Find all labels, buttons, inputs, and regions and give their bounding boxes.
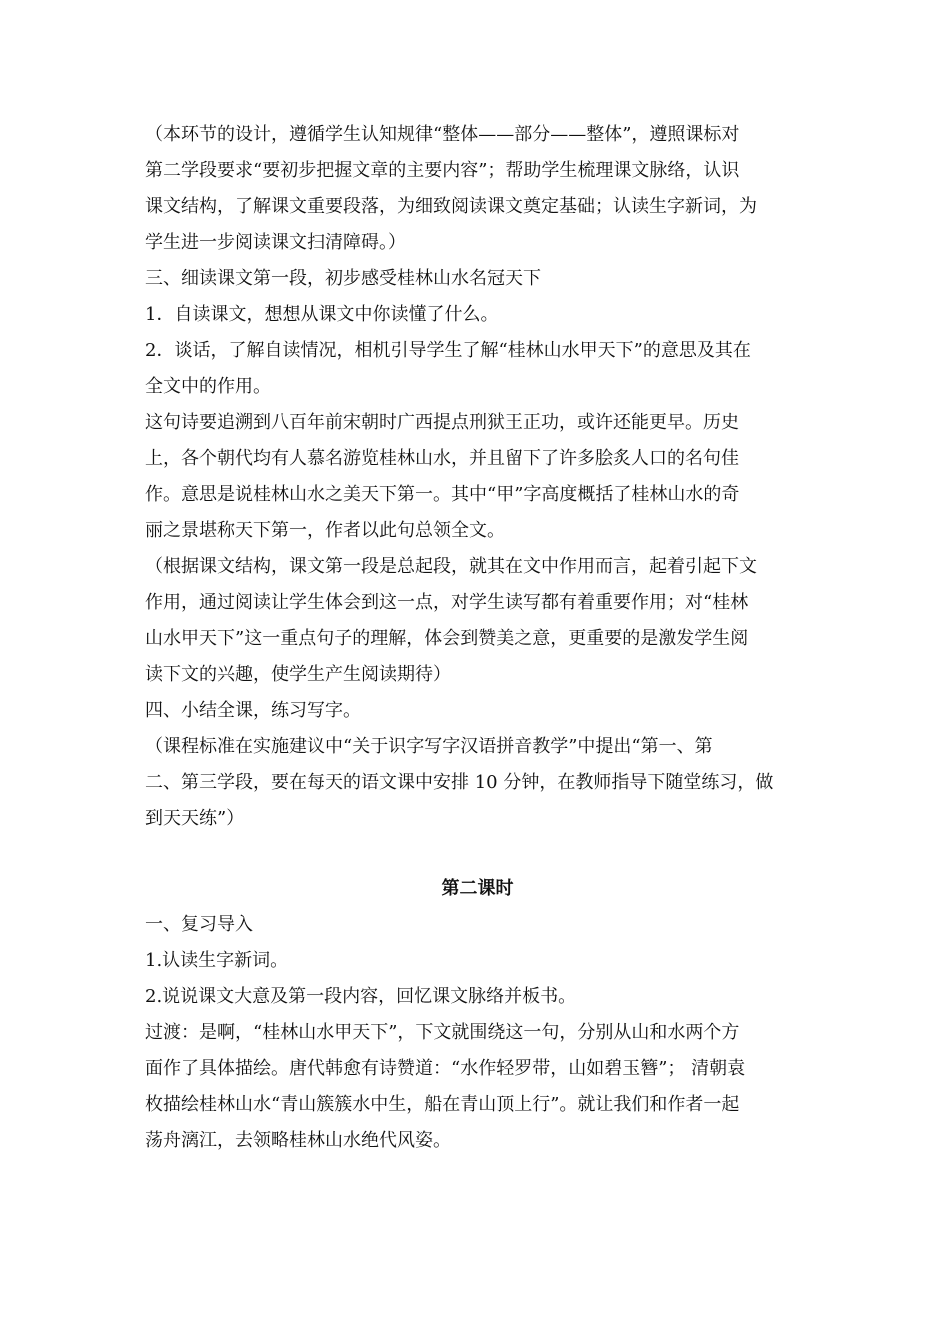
text-line: 学生进一步阅读课文扫清障碍。） [145, 232, 406, 253]
text-line: 荡舟漓江，去领略桂林山水绝代风姿。 [145, 1130, 451, 1151]
section-heading-four: 四、小结全课，练习写字。 [145, 700, 361, 721]
text-line: 第二学段要求“要初步把握文章的主要内容”；帮助学生梳理课文脉络，认识 [145, 160, 740, 181]
text-line: 作用，通过阅读让学生体会到这一点，对学生读写都有着重要作用；对“桂林 [145, 592, 749, 613]
text-line: 到天天练”） [145, 808, 245, 829]
text-line: 作。意思是说桂林山水之美天下第一。其中“甲”字高度概括了桂林山水的奇 [145, 484, 740, 505]
section-heading-three: 三、细读课文第一段，初步感受桂林山水名冠天下 [145, 268, 541, 289]
text-line: （本环节的设计，遵循学生认知规律“整体——部分——整体”，遵照课标对 [145, 124, 740, 145]
text-line: 1．自读课文，想想从课文中你读懂了什么。 [145, 304, 499, 325]
text-line: 面作了具体描绘。唐代韩愈有诗赞道：“水作轻罗带，山如碧玉簪”； 清朝袁 [145, 1058, 746, 1079]
text-line: 上，各个朝代均有人慕名游览桂林山水，并且留下了许多脍炙人口的名句佳 [145, 448, 739, 469]
text-line: 过渡：是啊，“桂林山水甲天下”，下文就围绕这一句，分别从山和水两个方 [145, 1022, 740, 1043]
section-heading-one: 一、复习导入 [145, 914, 253, 935]
text-line: （根据课文结构，课文第一段是总起段，就其在文中作用而言，起着引起下文 [145, 556, 757, 577]
text-line: 全文中的作用。 [145, 376, 271, 397]
text-block-lesson-one [145, 117, 810, 837]
text-line: 课文结构，了解课文重要段落，为细致阅读课文奠定基础；认读生字新词，为 [145, 196, 757, 217]
text-line: 2．谈话，了解自读情况，相机引导学生了解“桂林山水甲天下”的意思及其在 [145, 340, 751, 361]
text-line: （课程标准在实施建议中“关于识字写字汉语拼音教学”中提出“第一、第 [145, 736, 713, 757]
lesson-two-title: 第二课时 [441, 878, 514, 899]
text-line: 1.认读生字新词。 [145, 950, 289, 971]
text-line: 这句诗要追溯到八百年前宋朝时广西提点刑狱王正功，或许还能更早。历史 [145, 412, 739, 433]
text-line: 2.说说课文大意及第一段内容，回忆课文脉络并板书。 [145, 986, 577, 1007]
text-line: 读下文的兴趣，使学生产生阅读期待） [145, 664, 451, 685]
text-line: 二、第三学段，要在每天的语文课中安排 10 分钟，在教师指导下随堂练习，做 [145, 772, 774, 793]
document-page [145, 117, 810, 1159]
text-line: 枚描绘桂林山水“青山簇簇水中生，船在青山顶上行”。就让我们和作者一起 [145, 1094, 740, 1115]
text-line: 丽之景堪称天下第一，作者以此句总领全文。 [145, 520, 505, 541]
text-line: 山水甲天下”这一重点句子的理解，体会到赞美之意，更重要的是激发学生阅 [145, 628, 749, 649]
text-block-lesson-two [145, 907, 810, 1159]
